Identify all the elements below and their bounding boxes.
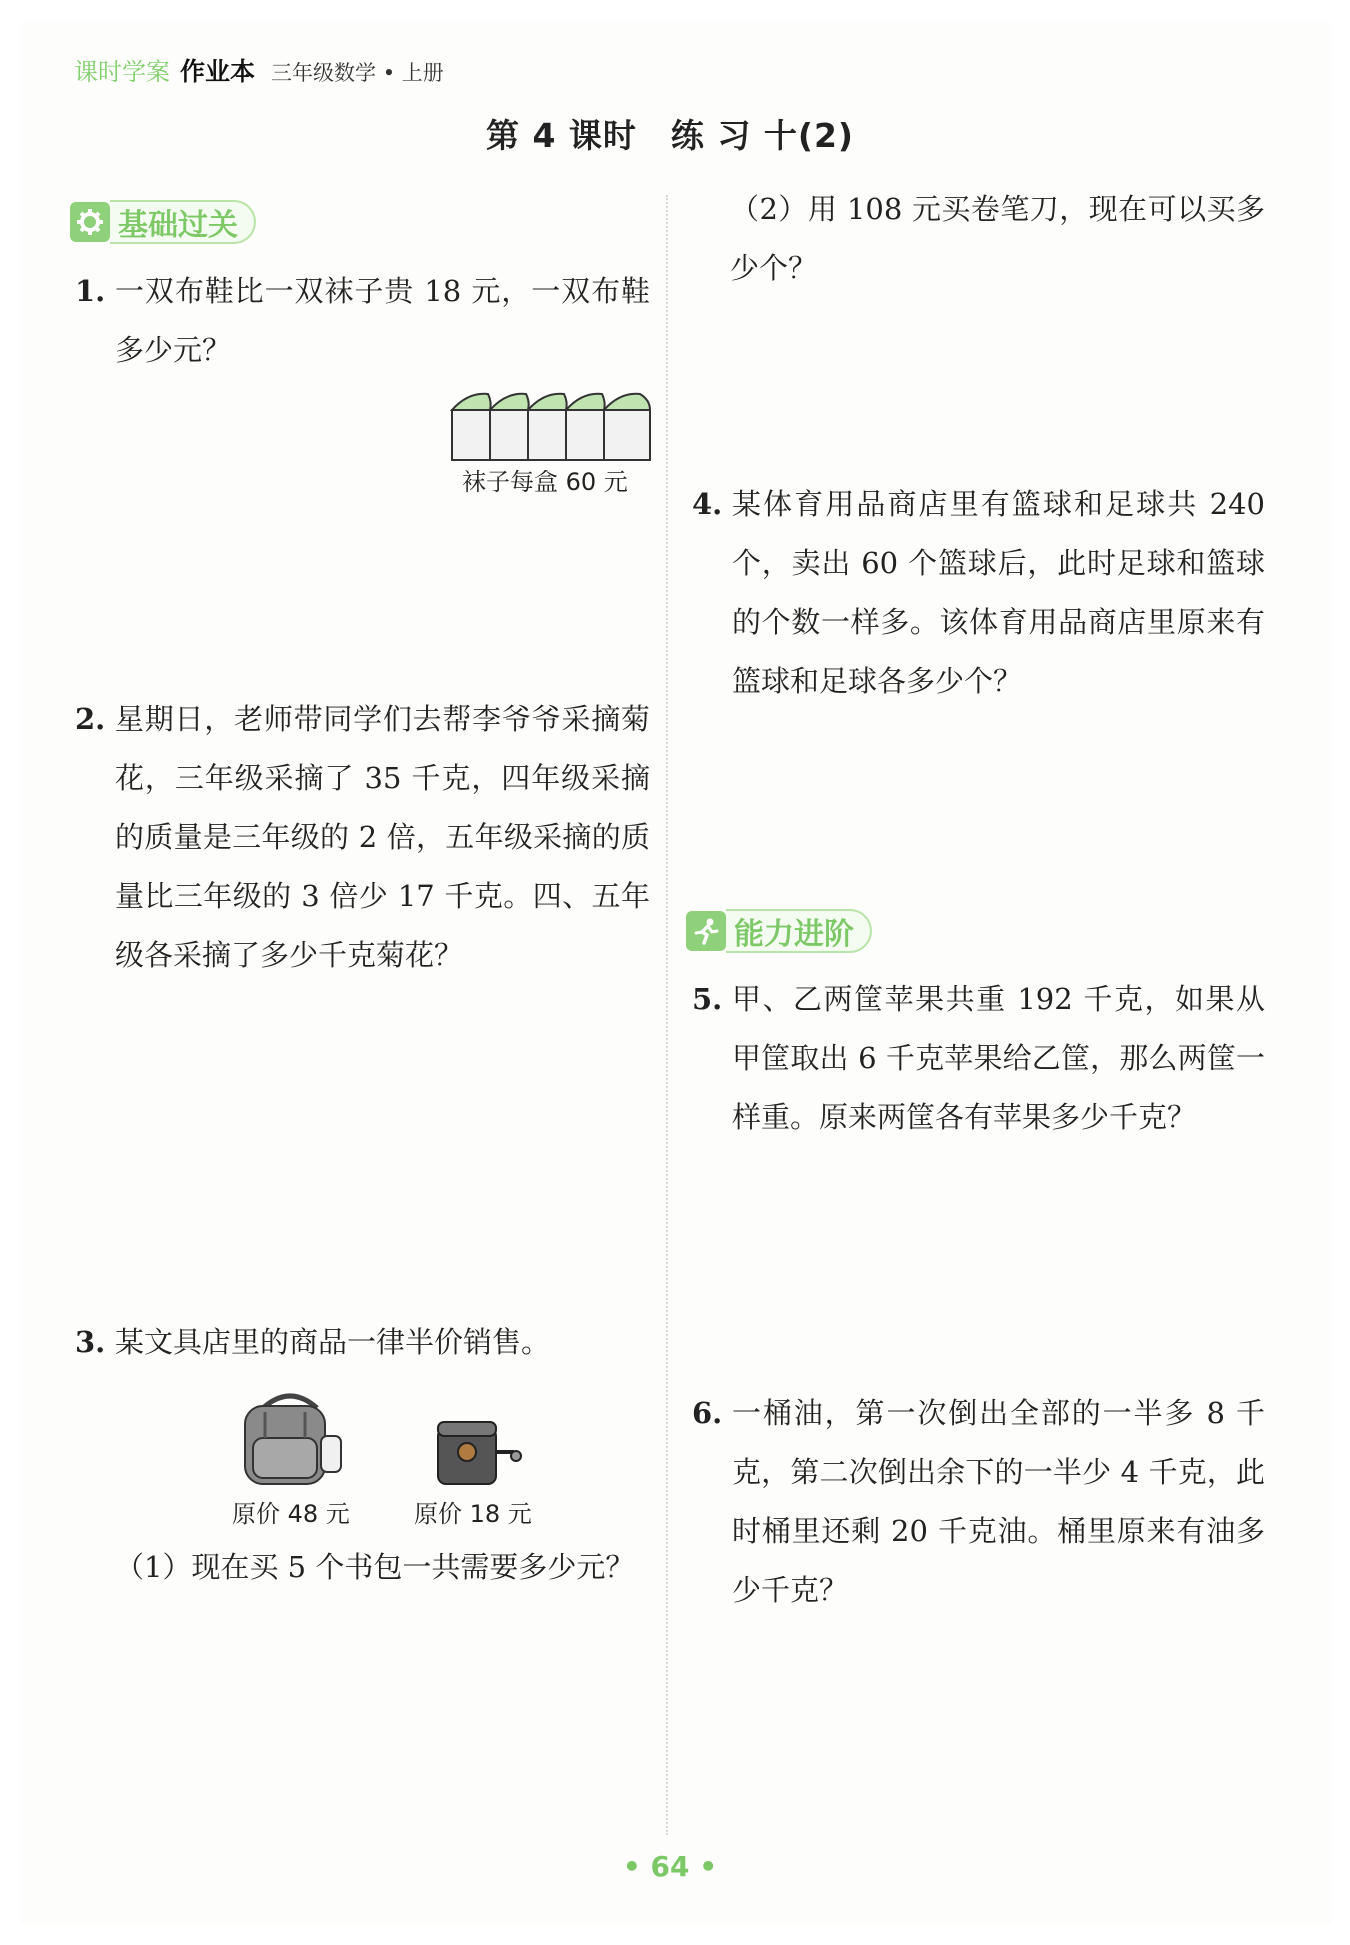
page-title: 第 4 课时 练 习 十(2) — [485, 116, 855, 155]
question-number: 1. — [75, 274, 106, 308]
sharpener-image — [432, 1412, 522, 1492]
question-text: 星期日，老师带同学们去帮李爷爷采摘菊花，三年级采摘了 35 千克，四年级采摘的质量是三年级的 2 倍，五年级采摘的质量比三年级的 3 倍少 17 千克。四、五年级各采摘了多少千克菊花？ — [115, 702, 650, 972]
backpack-price-caption: 原价 48 元 — [232, 1500, 350, 1528]
question-text: 某体育用品商店里有篮球和足球共 240 个，卖出 60 个篮球后，此时足球和篮球的个数一样多。该体育用品商店里原来有篮球和足球各多少个？ — [732, 487, 1265, 698]
grade-label: 三年级数学 • 上册 — [271, 61, 444, 85]
question-3 — [75, 1313, 650, 1372]
question-text: 甲、乙两筐苹果共重 192 千克，如果从甲筐取出 6 千克苹果给乙筐，那么两筐一样重。原来两筐各有苹果多少千克？ — [732, 982, 1265, 1134]
question-text: 某文具店里的商品一律半价销售。 — [115, 1325, 551, 1359]
question-6 — [692, 1384, 1265, 1620]
question-number: 5. — [692, 982, 723, 1016]
runner-icon — [686, 911, 726, 951]
question-4 — [692, 475, 1265, 711]
section-label-basic: 基础过关 — [110, 200, 256, 244]
section-badge-basic — [70, 200, 256, 244]
question-number: 4. — [692, 487, 723, 521]
book-name: 作业本 — [180, 57, 256, 86]
page-number: • 64 • — [622, 1850, 718, 1883]
header — [74, 52, 444, 88]
brand-name: 课时学案 — [74, 58, 170, 86]
section-badge-advanced — [686, 909, 872, 953]
backpack-image — [235, 1388, 345, 1492]
question-3-part-1: （1）现在买 5 个书包一共需要多少元？ — [115, 1550, 635, 1584]
question-2 — [75, 690, 650, 985]
socks-price-caption: 袜子每盒 60 元 — [462, 468, 628, 496]
question-number: 3. — [75, 1325, 106, 1359]
question-number: 2. — [75, 702, 106, 736]
question-1 — [75, 262, 650, 380]
socks-box-image — [448, 388, 654, 468]
sharpener-price-caption: 原价 18 元 — [414, 1500, 532, 1528]
question-5 — [692, 970, 1265, 1147]
question-text: 一桶油，第一次倒出全部的一半多 8 千克，第二次倒出余下的一半少 4 千克，此时桶里还剩 20 千克油。桶里原来有油多少千克？ — [732, 1396, 1265, 1607]
section-label-advanced: 能力进阶 — [726, 909, 872, 953]
question-number: 6. — [692, 1396, 723, 1430]
gear-icon — [70, 202, 110, 242]
column-divider — [666, 195, 668, 1835]
question-text: 一双布鞋比一双袜子贵 18 元，一双布鞋多少元？ — [115, 274, 650, 367]
question-3-part-2: （2）用 108 元买卷笔刀，现在可以买多少个？ — [730, 192, 1265, 285]
